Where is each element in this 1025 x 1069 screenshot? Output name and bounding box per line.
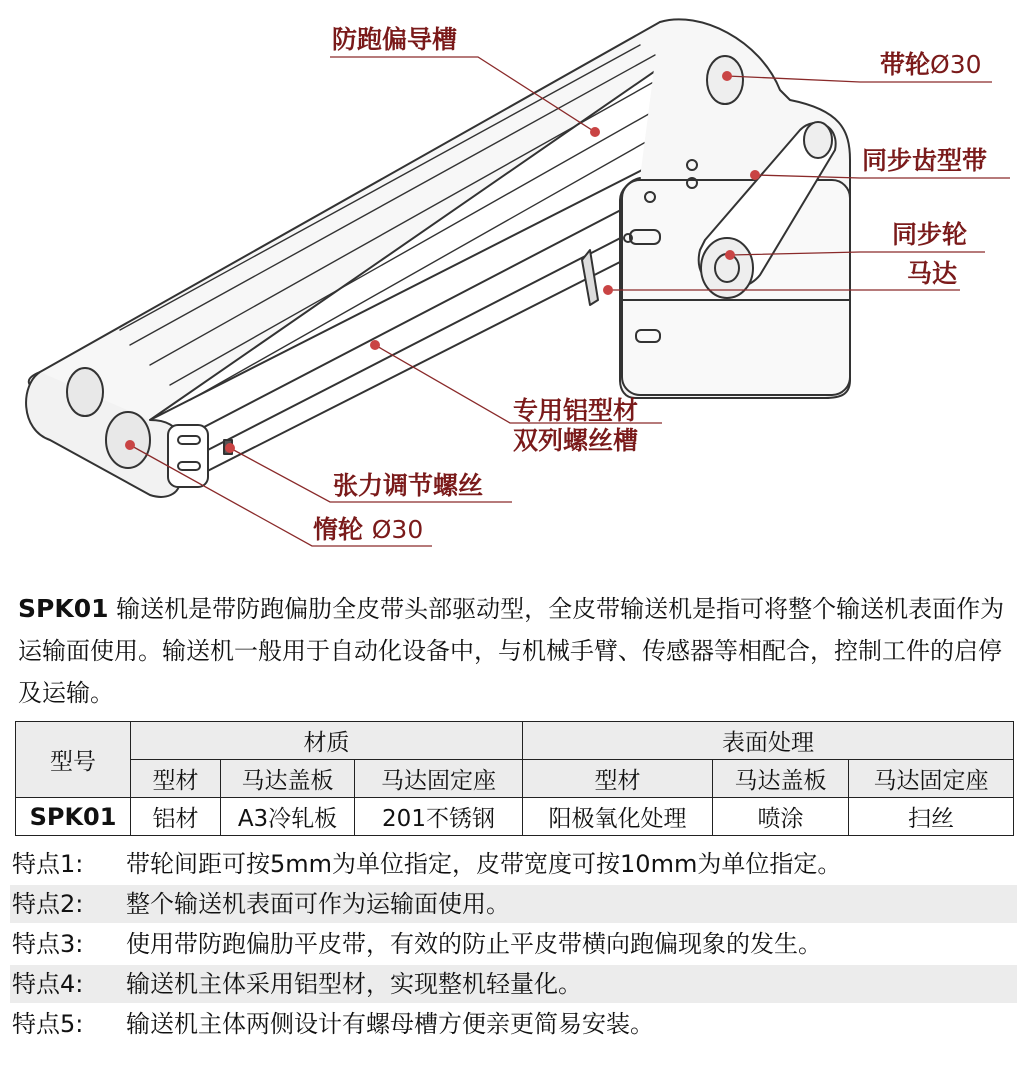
label-drive-pulley (880, 50, 982, 80)
intro-paragraph (18, 588, 1018, 714)
feature-2 (10, 885, 1017, 923)
belt-top-outline (29, 22, 702, 428)
feature-label: 特点4: (12, 970, 84, 998)
feature-text: 使用带防跑偏肋平皮带，有效的防止平皮带横向跑偏现象的发生。 (126, 930, 822, 958)
feature-text: 输送机主体两侧设计有螺母槽方便亲更简易安装。 (126, 1010, 654, 1038)
feature-5 (10, 1005, 1017, 1043)
idler-size: Ø30 (371, 515, 424, 544)
cell-model: SPK01 (16, 798, 131, 836)
motor-mount (582, 250, 598, 305)
idler-roller-front (106, 412, 150, 468)
feature-label: 特点2: (12, 890, 84, 918)
surface-header: 表面处理 (523, 722, 1014, 760)
table-cell: 喷涂 (713, 798, 849, 836)
sub-header: 型材 (131, 760, 221, 798)
label-motor: 马达 (907, 259, 958, 288)
model-header: 型号 (16, 722, 131, 798)
sub-header: 马达固定座 (849, 760, 1014, 798)
label-anti-slip-groove: 防跑偏导槽 (332, 25, 458, 54)
table-cell: 铝材 (131, 798, 221, 836)
top-sync-pulley (804, 122, 832, 158)
label-timing-belt: 同步齿型带 (862, 146, 988, 175)
feature-text: 带轮间距可按5mm为单位指定，皮带宽度可按10mm为单位指定。 (126, 850, 842, 878)
drive-pulley-name: 带轮 (880, 50, 931, 79)
feature-4 (10, 965, 1017, 1003)
feature-1 (10, 845, 1017, 883)
table-cell: 扫丝 (849, 798, 1014, 836)
label-idler (313, 515, 423, 545)
material-header: 材质 (131, 722, 523, 760)
spec-table (15, 721, 1014, 836)
intro-text: 输送机是带防跑偏肋全皮带头部驱动型，全皮带输送机是指可将整个输送机表面作为运输面使用。输送机一般用于自动化设备中，与机械手臂、传感器等相配合，控制工件的启停及运输。 (18, 595, 1005, 707)
intro-model: SPK01 (18, 594, 109, 623)
table-row (16, 798, 1014, 836)
sync-pulley (701, 238, 753, 298)
drive-pulley-size: Ø30 (930, 50, 982, 79)
feature-label: 特点1: (12, 850, 84, 878)
label-sync-pulley: 同步轮 (892, 220, 968, 249)
label-tension-screw: 张力调节螺丝 (333, 471, 484, 500)
label-profile-line2: 双列螺丝槽 (513, 426, 639, 455)
label-profile-line1: 专用铝型材 (513, 396, 639, 425)
sub-header: 型材 (523, 760, 713, 798)
idler-roller-back (67, 368, 103, 416)
table-cell: 201不锈钢 (355, 798, 523, 836)
label-profile (513, 396, 638, 456)
sub-header: 马达固定座 (355, 760, 523, 798)
idler-name: 惰轮 (313, 515, 364, 544)
table-cell: 阳极氧化处理 (523, 798, 713, 836)
feature-label: 特点5: (12, 1010, 84, 1038)
sub-header: 马达盖板 (713, 760, 849, 798)
feature-label: 特点3: (12, 930, 84, 958)
sub-header: 马达盖板 (221, 760, 355, 798)
table-cell: A3冷轧板 (221, 798, 355, 836)
feature-text: 输送机主体采用铝型材，实现整机轻量化。 (126, 970, 582, 998)
feature-3 (10, 925, 1017, 963)
feature-text: 整个输送机表面可作为运输面使用。 (126, 890, 510, 918)
